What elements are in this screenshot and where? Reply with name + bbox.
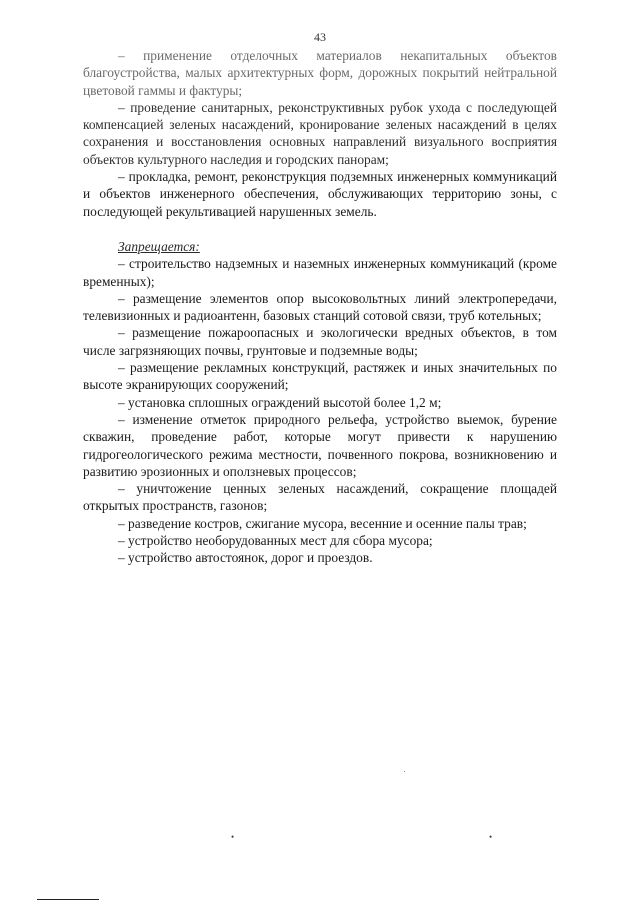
intro-item-finishing-materials: – применение отделочных материалов некапитальных объектов благоустройства, малых архитектурных форм, дорожных покрытий нейтральной цветовой гаммы и фактуры; [83,48,557,98]
prohibited-item-power-line-supports: – размещение элементов опор высоковольтных линий электропередачи, телевизионных и радиоантенн, базовых станций сотовой связи, труб котельных; [83,290,557,324]
prohibited-heading: Запрещается: [118,238,200,254]
prohibited-item-engineering-communications: – строительство надземных и наземных инженерных коммуникаций (кроме временных); [83,256,557,289]
prohibited-item-relief-changes: – изменение отметок природного рельефа, устройство выемок, бурение скважин, проведение работ, которые могут привести к нарушению гидрогеологического режима местности, почвенного покрова, возникновению и развитию эрозионных и оползневых процессов; [83,411,557,479]
prohibited-item-garbage-sites: – устройство необорудованных мест для сбора мусора; [118,533,433,549]
prohibited-item-parking-roads: – устройство автостоянок, дорог и проездов. [118,550,373,566]
scan-speck [404,771,405,772]
footer-rule [37,899,99,900]
scan-mark-left: • [231,832,235,842]
scan-mark-right: • [489,832,493,842]
prohibited-item-advertising-structures: – размещение рекламных конструкций, растяжек и иных значительных по высоте экранирующих сооружений; [83,360,557,393]
intro-item-sanitary-felling: – проведение санитарных, реконструктивных рубок ухода с последующей компенсацией зеленых насаждений, кронирование зеленых насаждений в целях сохранения и восстановления основных направлений визуального восприятия объектов культурного наследия и городских панорам; [83,99,557,167]
intro-item-utility-laying: – прокладка, ремонт, реконструкция подземных инженерных коммуникаций и объектов инженерного обеспечения, обслуживающих территорию зоны, с последующей рекультивацией нарушенных земель. [83,169,557,219]
document-body [83,47,557,567]
prohibited-item-fires: – разведение костров, сжигание мусора, весенние и осенние палы трав; [118,515,527,531]
prohibited-item-hazardous-objects: – размещение пожароопасных и экологически вредных объектов, в том числе загрязняющих почвы, грунтовые и подземные воды; [83,325,557,358]
prohibited-item-green-spaces: – уничтожение ценных зеленых насаждений, сокращение площадей открытых пространств, газонов; [83,481,557,514]
prohibited-item-solid-fences: – установка сплошных ограждений высотой более 1,2 м; [118,394,442,410]
page-number: 43 [314,30,326,44]
